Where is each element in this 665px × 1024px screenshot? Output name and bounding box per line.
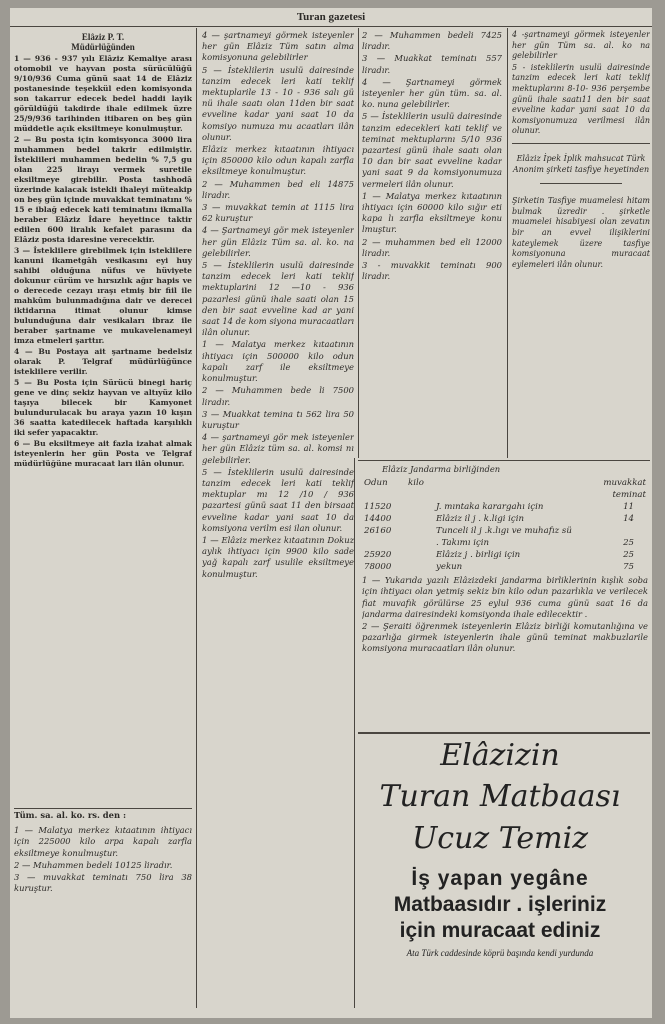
- ad-address: Ata Türk caddesinde köprü başında kendi yurdunda: [406, 948, 594, 958]
- ipek-iplik-title: Elâziz İpek İplik mahsucat Türk Anonim şirketi tasfiye heyetinden: [512, 153, 650, 174]
- col2-paragraph-13: 1 — Elâziz merkez kıtaatının Dokuz aylık ihtiyacı için 9900 kilo sade yağ kapalı zarf usulile eksiltmeye konulmuştur.: [202, 534, 354, 579]
- row-teminat: 75: [623, 562, 634, 573]
- col2-paragraph-2: 5 — İsteklilerin usulü dairesinde tanzim edecek leri kati teklif mektuplarile 13 - 10 - 936 salı gü nü ihale saatı olan 11den bir saat evveline kadar yani saat 10 da komsiyo numuza mu acaatları ilân olunur.: [202, 64, 354, 142]
- ad-line-2: Turan Matbaası: [379, 779, 621, 814]
- tum-arpa-announcement: [14, 810, 192, 1010]
- newspaper-header: Turan gazetesi: [10, 8, 652, 27]
- tum-paragraph-1: 1 — Malatya merkez kıtaatının ihtiyacı için 225000 kilo arpa kapalı zarfla eksiltmeye konulmuştur.: [14, 825, 192, 858]
- ad-line-5: Matbaasıdır . işleriniz: [393, 893, 607, 916]
- column-rule-1: [196, 28, 197, 1008]
- tum-paragraph-2: 2 — Muhammen bedeli 10125 liradır.: [14, 859, 173, 870]
- col2-paragraph-5: 3 — muvakkat temin at 1115 lira 62 kuruştur: [202, 202, 354, 224]
- col3-paragraph-6: 2 — muhammen bed eli 12000 liradır.: [362, 236, 502, 258]
- matbaa-advertisement: [350, 736, 650, 1006]
- ptt-paragraph-1: 1 — 936 - 937 yılı Elâziz Kemaliye arası otomobil ve hayvan posta sürücülüğü 9/10/936 Cuma günü saat 14 de Elâziz postanesinde teşekkül eden komisyonda son takarrur edecek bedel haddi layik görüldüğü takdirde ihale edilmek üzre 25/9/936 tarihinden itibaren on beş gün müddetle açık eksiltmeye konulmuştur.: [14, 54, 192, 133]
- ptt-paragraph-5: 5 — Bu Posta için Sürücü binegi hariç gene ve dinç sekiz hayvan ve altıyüz kilo taşıya bilecek bir Kamyonet bulundurulacak bu araya yazın 10 kışın 36 saatta katedilecek haftada karşılıklı iki sefer yapacaktır.: [14, 378, 192, 437]
- row-desc: Elâziz j . birligi için: [436, 550, 521, 561]
- col4-divider-1: [512, 143, 650, 144]
- ad-line-1: Elâzizin: [440, 738, 560, 773]
- row-desc: Elâziz il j . k.ligi için: [436, 514, 525, 525]
- col4-announcements: [512, 30, 650, 458]
- col3-paragraph-2: 3 — Muakkat teminatı 557 liradır.: [362, 53, 502, 75]
- table-row: [362, 549, 648, 561]
- jandarma-paragraph-2: 2 — Şeraiti öğrenmek isteyenlerin Elâziz birliği komutanlığına ve pazarlığa girmek isteyenlerin ihale günü teminat makbuzlarile komsiyona muracaatları ilân olunur.: [362, 621, 648, 654]
- row-desc: J. mıntaka karargahı için: [436, 502, 544, 513]
- col2-paragraph-10: 3 — Muakkat temina tı 562 lira 50 kuruştur: [202, 408, 354, 430]
- jandarma-paragraph-1: 1 — Yukarıda yazılı Elâzizdeki jandarma birliklerinin kışlık soba için ihtiyacı olan yetmiş sekiz bin kilo odun pazarlıkla ve verilecek fiat muvafık görülürse 25 eylul 936 cuma günü saat 16 da jandarma dairesindeki komsiyonda ihale edilecektir .: [362, 575, 648, 619]
- table-row: [362, 525, 648, 549]
- header-kilo: kilo: [408, 478, 424, 489]
- ptt-subtitle: Müdürlüğünden: [71, 42, 135, 52]
- jandarma-table-header: [362, 477, 648, 501]
- col3-paragraph-4: 5 — İsteklilerin usulü dairesinde tanzim edecekleri kati teklif ve teminat mektuplarını 5/10 936 pazartesi günü ihale saatı olan 10 dan bir saat evveline kadar yani saat 9 da komsiyonumuza vermeleri ilân olunur.: [362, 111, 502, 189]
- col4-paragraph-1: 4 -şartnameyi görmek isteyenler her gün Tüm sa. al. ko na gelebilirler: [512, 30, 650, 61]
- ad-line-4: İş yapan yegâne: [411, 867, 589, 890]
- row-teminat: 11: [623, 502, 634, 513]
- newspaper-page: [10, 8, 652, 1018]
- table-row: [362, 513, 648, 525]
- col3-paragraph-7: 3 - muvakkit teminatı 900 liradır.: [362, 260, 502, 282]
- col2-paragraph-3: Elâziz merkez kıtaatının ihtiyacı için 850000 kilo odun kapalı zarfla eksiltmeye konulmuştur.: [202, 144, 354, 177]
- col4-paragraph-2: 5 - isteklilerin usulü dairesinde tanzim edecek leri kati teklif mektuplarını 8-10- 936 perşembe günü ihale saatı11 den bir saat evveline kadar yani saat 10 da komsiyonumuza verilmesi ilân olunur.: [512, 62, 650, 136]
- row-kilo: 11520: [364, 502, 392, 513]
- column-rule-2: [358, 28, 359, 458]
- ptt-paragraph-3: 3 — İsteklilere girebilmek için isteklilere kanuni ikametgâh vesikasını eyi huy sahibi olduğuna nüfus ve hüviyete dokunur cürüm ve hırsızlık ağır hapis ve o derecede cezayı ıraşı etmiş bir fiil ile mahkûm bulunmadığına dair ve derecei iktidarına itimat olunur kimse bulunduğuna dair vesikaları ibraz ile beraber şartname ve mukavelenameyi imza etmeleri şarttır.: [14, 246, 192, 345]
- col2-paragraph-1: 4 — şartnameyi görmek isteyenler her gün Elâziz Tüm satın alma komisyonuna gelebilirler: [202, 30, 354, 63]
- row-kilo: 78000: [364, 562, 392, 573]
- col3-paragraph-5: 1 — Malatya merkez kıtaatının ihtiyacı için 60000 kilo sığır eti kapa lı zarfla eksiltmeye konu lmuştur.: [362, 190, 502, 235]
- ptt-title: Elâziz P. T.: [81, 32, 125, 42]
- row-kilo: 25920: [364, 550, 392, 561]
- row-desc: yekun: [436, 562, 463, 573]
- header-teminat: muvakkat teminat: [603, 478, 646, 501]
- ptt-paragraph-4: 4 — Bu Postaya ait şartname bedelsiz olarak P. Telgraf müdürlüğünce isteklilere verilir.: [14, 347, 192, 376]
- jandarma-table: [362, 477, 648, 573]
- col2-paragraph-6: 4 — Şartnameyi gör mek isteyenler her gün Elâziz Tüm sa. al. ko. na gelebilirler.: [202, 225, 354, 258]
- tum-title: Tüm. sa. al. ko. rs. den :: [14, 810, 127, 820]
- ad-line-6: için muracaat ediniz: [399, 919, 601, 942]
- col2-paragraph-9: 2 — Muhammen bede li 7500 liradır.: [202, 385, 354, 407]
- row-teminat: 25: [623, 550, 634, 561]
- jandarma-top-rule: [358, 460, 650, 461]
- column1-divider: [14, 808, 192, 809]
- col2-paragraph-11: 4 — şartnameyi gör mek isteyenler her gün Elâziz tüm sa. al. komsi nı gelebilirler.: [202, 432, 354, 465]
- tum-paragraph-3: 3 — muvakkat teminatı 750 lira 38 kuruştur.: [14, 872, 192, 894]
- ptt-paragraph-6: 6 — Bu eksiltmeye ait fazla izahat almak isteyenlerin her gün Posta ve Telgraf müdürlüğüne muracaat ları ilân olunur.: [14, 439, 192, 468]
- table-row: [362, 561, 648, 573]
- jandarma-title: Elâziz Jandarma birliğinden: [382, 464, 501, 474]
- ptt-announcement: [14, 30, 192, 810]
- ad-top-rule: [358, 732, 650, 734]
- table-row: [362, 501, 648, 513]
- row-kilo: 26160: [364, 526, 392, 537]
- col2-paragraph-7: 5 — İsteklilerin usulü dairesinde tanzim edecek leri kati teklif mektuplarini 12 —10 - 936 pazarlesi günü ihale saati olan 15 den bir saat evveline kad ar yani saat 14 de kom siyona muracaatları ilân olunur.: [202, 260, 354, 338]
- col3-paragraph-3: 4 — Şartnameyi görmek isteyenler her gün tüm. sa. al. ko. nuna gelebilirler.: [362, 76, 502, 110]
- col2-paragraph-12: 5 — İsteklilerin usulü dairesinde tanzim edecek leri kati teklif mektuplar mı 12 /10 / 936 pazartesi günü saat 11 den birsaat evveline kadar yani saat 10 da komsiyona verilm esi ilan olunur.: [202, 466, 354, 533]
- header-odun: Odun: [364, 478, 388, 489]
- col4-divider-2: [540, 183, 623, 184]
- ptt-paragraph-2: 2 — Bu posta için komisyonca 3000 lira muhammen bedel takrir edilmiştir. İsteklileri muhammen bedelin % 7,5 gu olan 225 lirayı vermek suretile eksiltmeye girebilir. Posta tashhodâ üzerinde kalacak istekli ihaleyi müteakip on beş gün içinde muvakkat teminatını % 15 e iblağ edecek kati teminatını ikmalla beraber Elâziz İdare heyetince taktir edilen 600 liralık kefalet parasını da Elâziz posta idaresine verecektir.: [14, 135, 192, 244]
- column-rule-3: [507, 28, 508, 458]
- tum-sigir-eti-announcement: [362, 30, 502, 458]
- row-kilo: 14400: [364, 514, 392, 525]
- ipek-iplik-text: Şirketin Tasfiye muamelesi hitam bulmak üzredir . şirketle muamelei hisabiyesi olan zevatın bir an evvel ilişiklerini kateylemek üzere tasfiye komsiyonuna muracaat eylemeleri ilân olunur.: [512, 196, 650, 269]
- row-teminat: 25: [623, 538, 634, 549]
- col2-paragraph-8: 1 — Malatya merkez kıtaatının ihtiyacı için 500000 kilo odun kapalı zarf ile eksiltmeye konulmuştur.: [202, 339, 354, 384]
- col3-paragraph-1: 2 — Muhammen bedeli 7425 liradır.: [362, 30, 502, 52]
- tum-odun-announcements: [202, 30, 354, 1010]
- row-teminat: 14: [623, 514, 634, 525]
- col2-paragraph-4: 2 — Muhammen bed eli 14875 liradır.: [202, 178, 354, 200]
- row-desc: Tunceli il j .k.lıgı ve muhafız sü . Takımı için: [436, 526, 572, 549]
- jandarma-announcement: [362, 464, 648, 730]
- ad-line-3: Ucuz Temiz: [411, 821, 589, 856]
